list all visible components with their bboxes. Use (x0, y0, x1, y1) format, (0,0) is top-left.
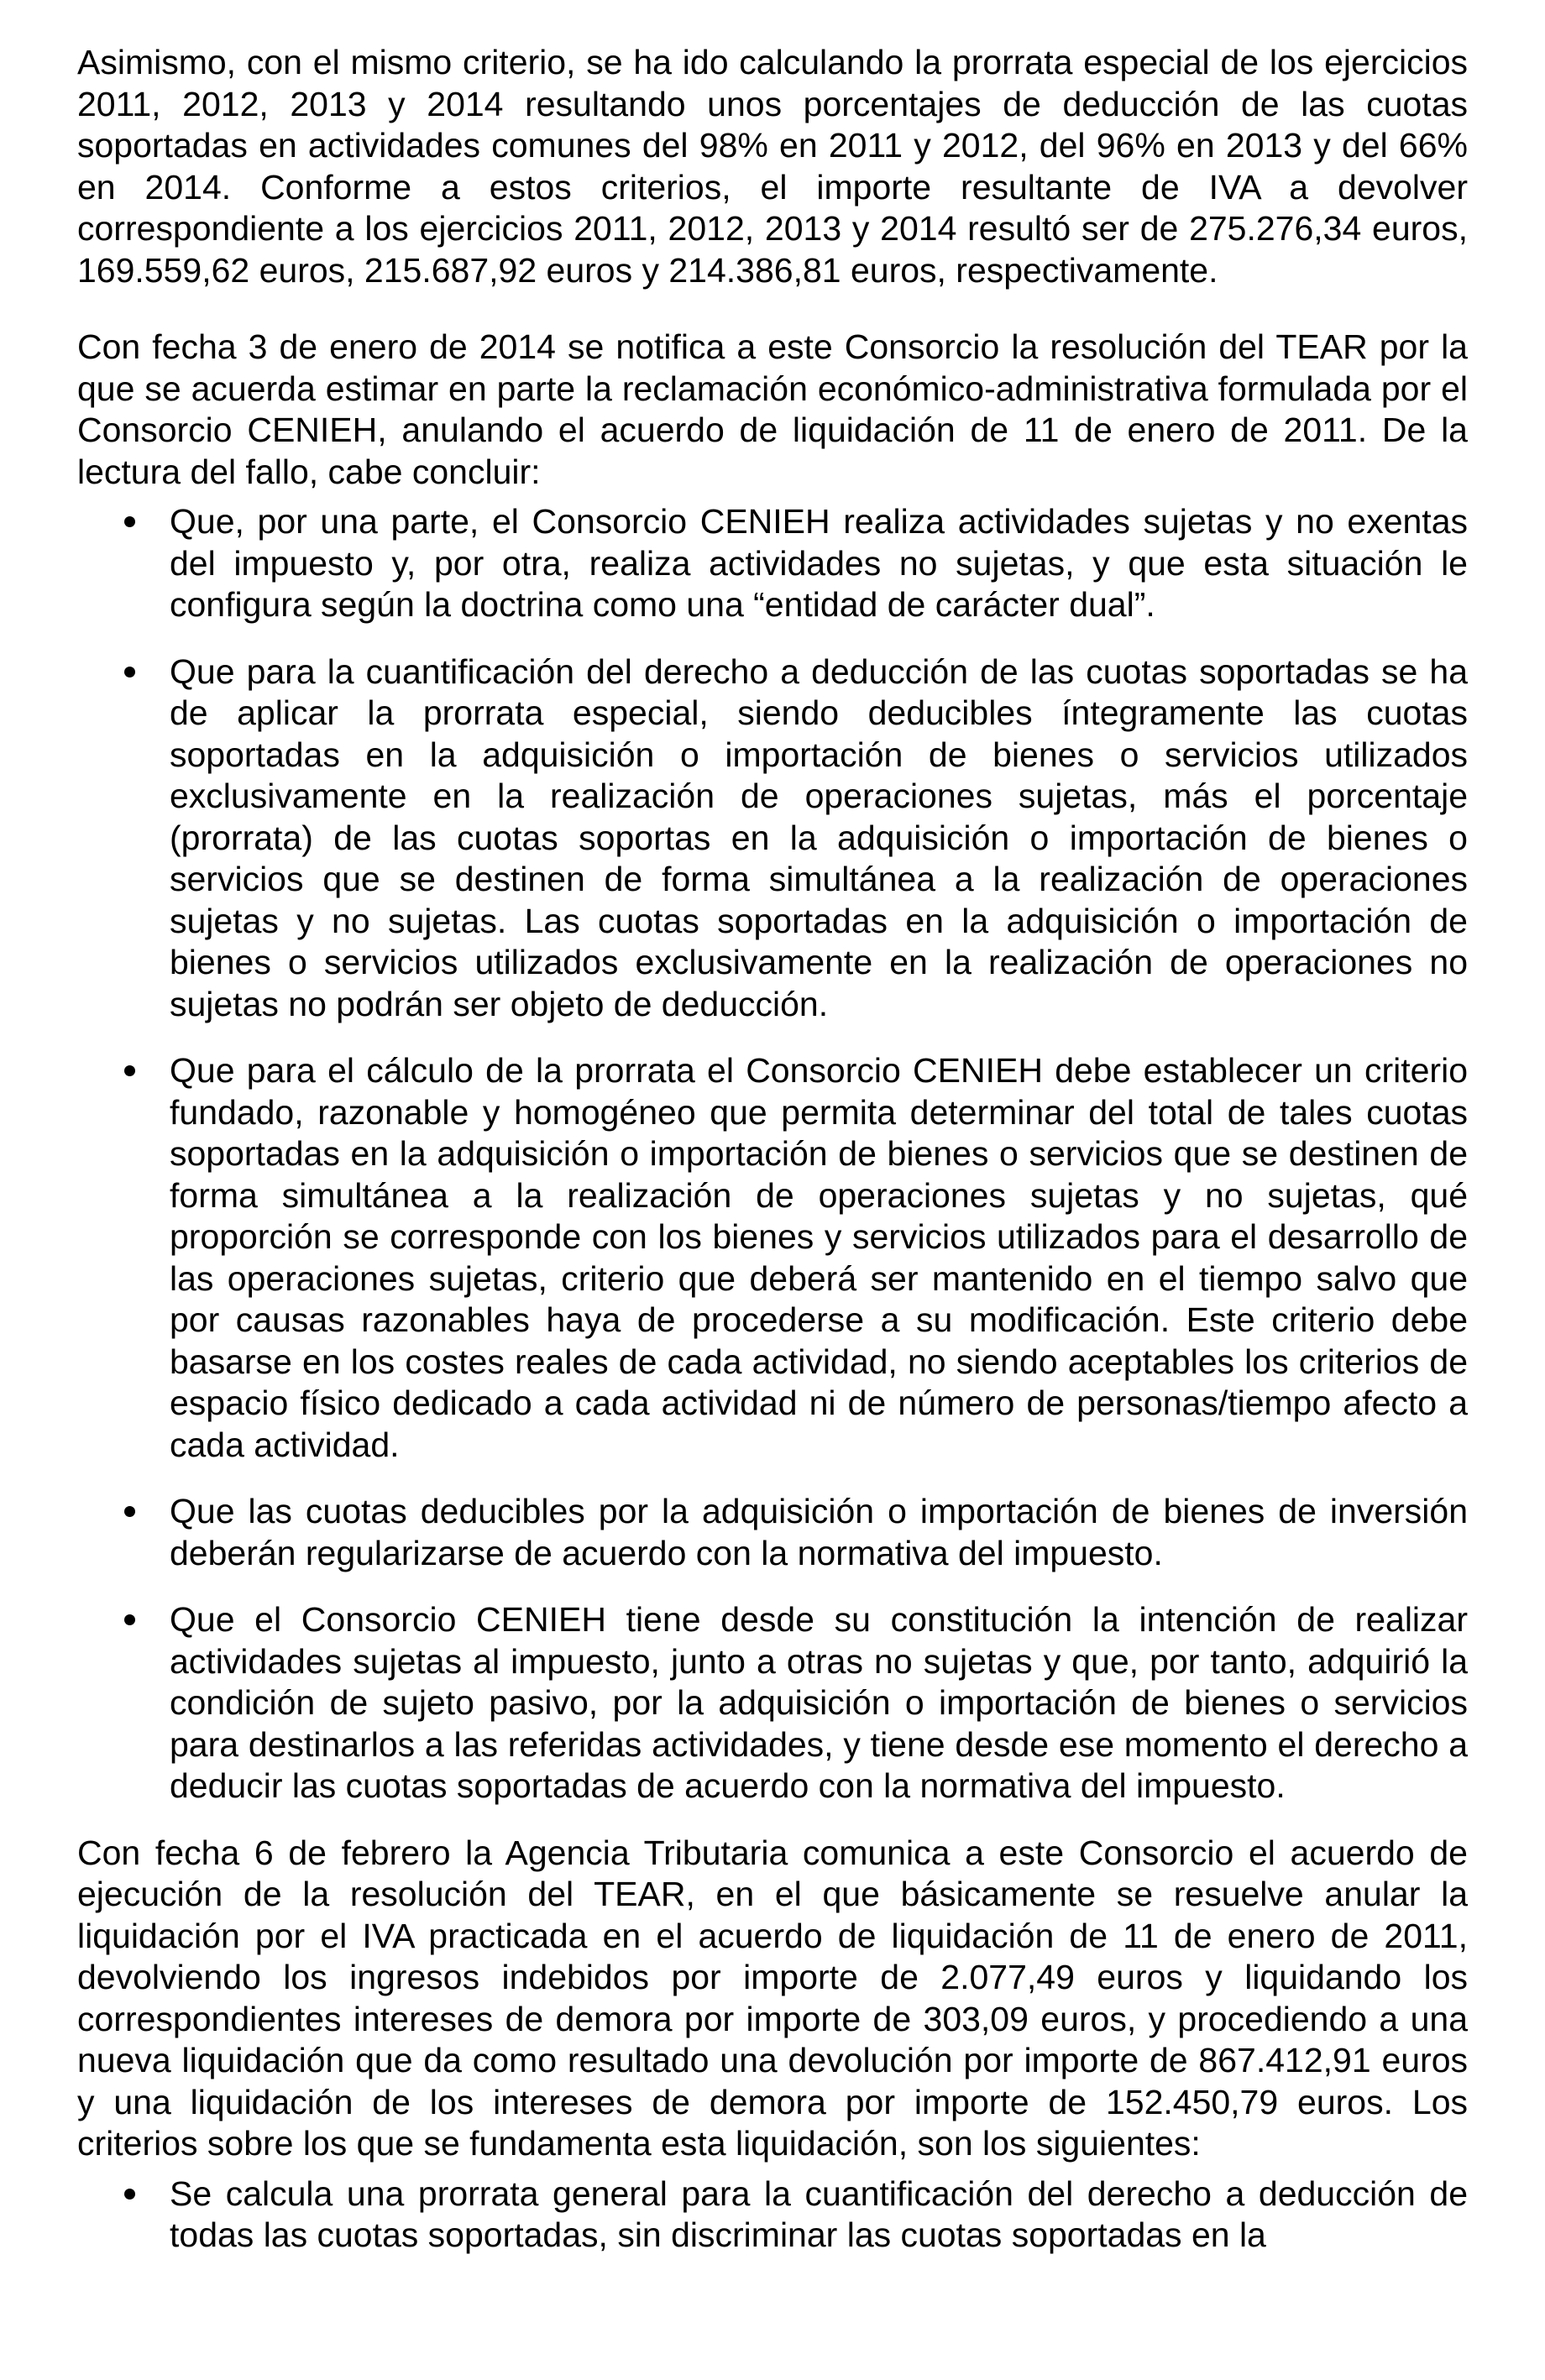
list-item (77, 1050, 1468, 1466)
bullet-icon (124, 2189, 135, 2200)
bullet-icon (124, 1506, 135, 1517)
list-item-text: Que para la cuantificación del derecho a deducción de las cuotas soportadas se ha de aplicar la prorrata especial, siendo deducibles íntegramente las cuotas soportadas en la adquisición o importación de bienes o servicios utilizados exclusivamente en la realización de operaciones sujetas, más el porcentaje (prorrata) de las cuotas soportas en la adquisición o importación de bienes o servicios que se destinen de forma simultánea a la realización de operaciones sujetas y no sujetas. Las cuotas soportadas en la adquisición o importación de bienes o servicios utilizados exclusivamente en la realización de operaciones no sujetas no podrán ser objeto de deducción. (170, 651, 1468, 1023)
bullet-icon (124, 516, 135, 527)
bullet-icon (124, 1065, 135, 1076)
list-item-text: Que las cuotas deducibles por la adquisición o importación de bienes de inversión deberán regularizarse de acuerdo con la normativa del impuesto. (170, 1492, 1468, 1572)
list-item-text: Que el Consorcio CENIEH tiene desde su constitución la intención de realizar actividades sujetas al impuesto, junto a otras no sujetas y que, por tanto, adquirió la condición de sujeto pasivo, por la adquisición o importación de bienes o servicios para destinarlos a las referidas actividades, y tiene desde ese momento el derecho a deducir las cuotas soportadas de acuerdo con la normativa del impuesto. (170, 1600, 1468, 1805)
paragraph-prorrata-especial: Asimismo, con el mismo criterio, se ha ido calculando la prorrata especial de los ejercicios 2011, 2012, 2013 y 2014 resultando unos porcentajes de deducción de las cuotas soportadas en actividades comunes del 98% en 2011 y 2012, del 96% en 2013 y del 66% en 2014. Conforme a estos criterios, el importe resultante de IVA a devolver correspondiente a los ejercicios 2011, 2012, 2013 y 2014 resultó ser de 275.276,34 euros, 169.559,62 euros, 215.687,92 euros y 214.386,81 euros, respectivamente. (77, 43, 1468, 290)
paragraph-acuerdo-ejecucion: Con fecha 6 de febrero la Agencia Tributaria comunica a este Consorcio el acuerdo de ejecución de la resolución del TEAR, en el que básicamente se resuelve anular la liquidación por el IVA practicada en el acuerdo de liquidación de 11 de enero de 2011, devolviendo los ingresos indebidos por importe de 2.077,49 euros y liquidando los correspondientes intereses de demora por importe de 303,09 euros, y procediendo a una nueva liquidación que da como resultado una devolución por importe de 867.412,91 euros y una liquidación de los intereses de demora por importe de 152.450,79 euros. Los criterios sobre los que se fundamenta esta liquidación, son los siguientes: (77, 1833, 1468, 2163)
list-item-text: Se calcula una prorrata general para la cuantificación del derecho a deducción de todas las cuotas soportadas, sin discriminar las cuotas soportadas en la (170, 2173, 1468, 2254)
list-item (77, 2173, 1468, 2257)
conclusions-list (77, 501, 1468, 1807)
list-item (77, 651, 1468, 1026)
list-item (77, 501, 1468, 626)
criteria-list (77, 2173, 1468, 2257)
list-item-text: Que para el cálculo de la prorrata el Consorcio CENIEH debe establecer un criterio fundado, razonable y homogéneo que permita determinar del total de tales cuotas soportadas en la adquisición o importación de bienes o servicios que se destinen de forma simultánea a la realización de operaciones sujetas y no sujetas, qué proporción se corresponde con los bienes y servicios utilizados para el desarrollo de las operaciones sujetas, criterio que deberá ser mantenido en el tiempo salvo que por causas razonables haya de procederse a su modificación. Este criterio debe basarse en los costes reales de cada actividad, no siendo aceptables los criterios de espacio físico dedicado a cada actividad ni de número de personas/tiempo afecto a cada actividad. (170, 1051, 1468, 1464)
list-item-text: Que, por una parte, el Consorcio CENIEH realiza actividades sujetas y no exentas del impuesto y, por otra, realiza actividades no sujetas, y que esta situación le configura según la doctrina como una “entidad de carácter dual”. (170, 502, 1468, 624)
list-item (77, 1599, 1468, 1807)
list-item (77, 1491, 1468, 1574)
paragraph-resolucion-tear: Con fecha 3 de enero de 2014 se notifica a este Consorcio la resolución del TEAR por la que se acuerda estimar en parte la reclamación económico-administrativa formulada por el Consorcio CENIEH, anulando el acuerdo de liquidación de 11 de enero de 2011. De la lectura del fallo, cabe concluir: (77, 327, 1468, 491)
bullet-icon (124, 667, 135, 677)
bullet-icon (124, 1614, 135, 1625)
document-page (77, 42, 1468, 2282)
